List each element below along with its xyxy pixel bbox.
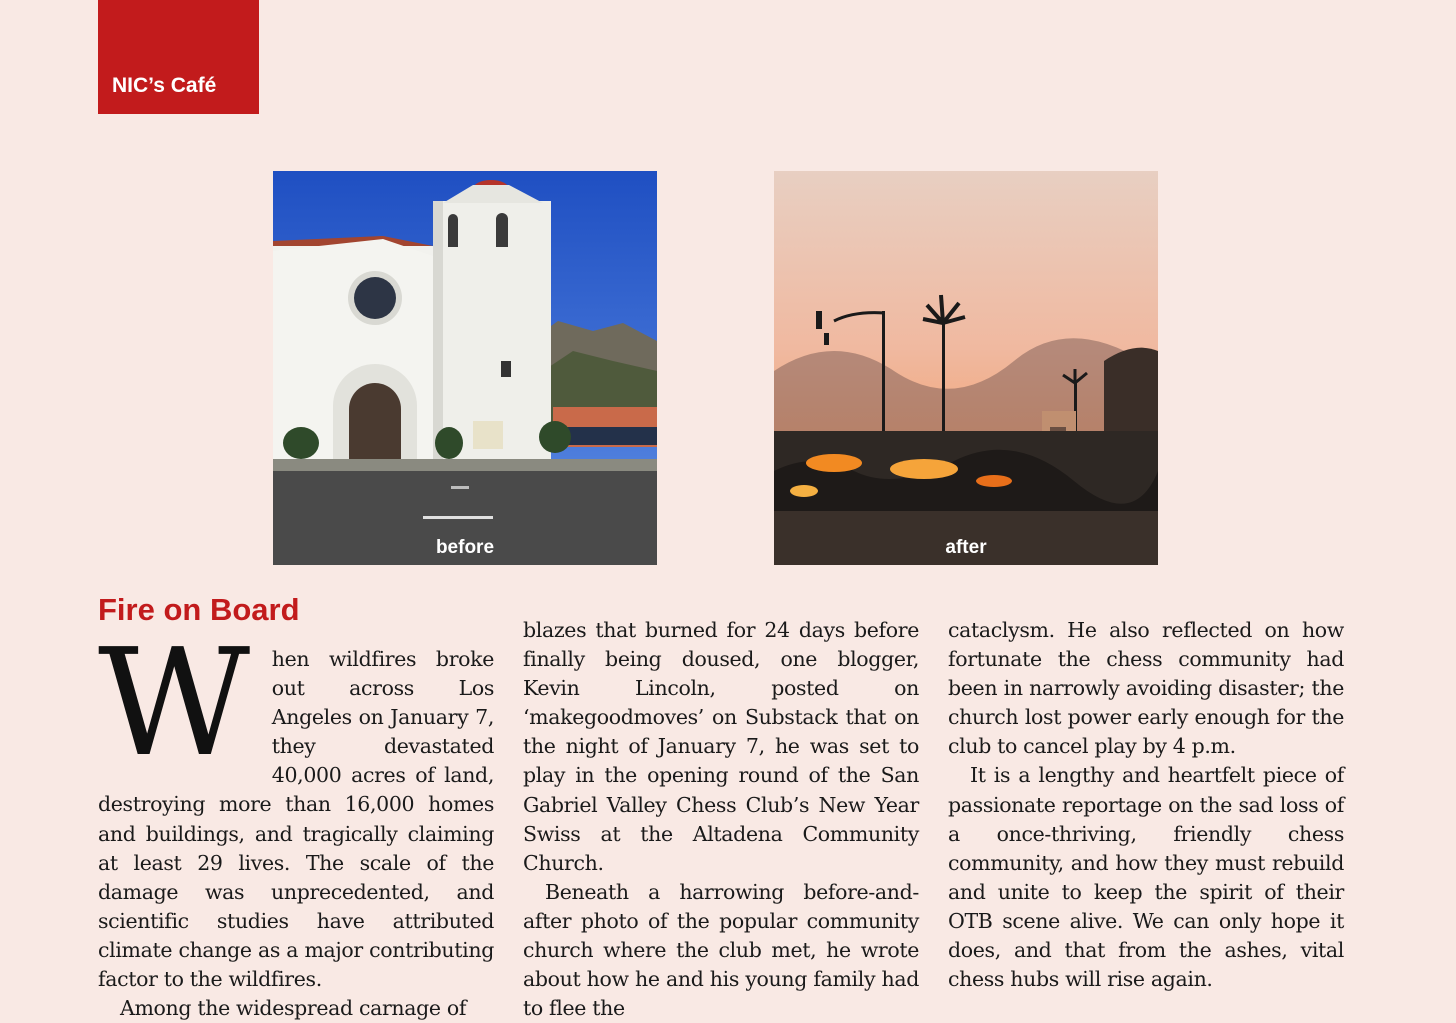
article-headline: Fire on Board: [98, 592, 300, 627]
church-before-illustration: [273, 171, 657, 565]
church-after-illustration: [774, 171, 1158, 565]
col3-para2-text: It is a lengthy and heartfelt piece of passionate reportage on the sad loss of a once-thriving, friendly chess community, and how they must rebuild and unite to keep the spirit of their OTB scene alive. We can only hope it does, and that from the ashes, vital chess hubs will rise again.: [948, 763, 1344, 992]
drop-cap: W: [98, 617, 250, 789]
article-column-2: [523, 616, 919, 1023]
col1-para2-text: Among the widespread carnage of: [120, 996, 467, 1021]
section-tab-label: NIC’s Café: [112, 74, 217, 97]
col3-para1-text: cataclysm. He also reflected on how fortunate the chess community had been in narrowly avoiding disaster; the church lost power early enough for the club to cancel play by 4 p.m.: [948, 618, 1344, 759]
after-caption: after: [945, 537, 987, 558]
article-paragraph-1: [98, 617, 494, 994]
col2-para2-text: Beneath a harrowing before-and-after photo of the popular community church where the club met, he wrote about how he and his young family had to flee the: [523, 879, 919, 1021]
before-caption: before: [435, 537, 495, 558]
col2-para1-text: blazes that burned for 24 days before finally being doused, one blogger, Kevin Lincoln, posted on ‘makegoodmoves’ on Substack that on the night of January 7, he was set to play in the opening round of the San Gabriel Valley Chess Club’s New Year Swiss at the Altadena Community Church.: [523, 618, 919, 875]
section-tab: [98, 0, 259, 114]
church-before-photo: [273, 171, 657, 565]
article-column-1: [98, 617, 494, 1023]
church-after-photo: [774, 171, 1158, 565]
col1-para1-text: hen wildfires broke out across Los Angeles on January 7, they devastated 40,000 acres of land, destroying more than 16,000 homes and buildings, and tragically claiming at least 29 lives. The scale of the damage was unprecedented, and scientific studies have attributed climate change as a major contributing factor to the wildfires.: [98, 647, 494, 992]
article-column-3: [948, 616, 1344, 994]
